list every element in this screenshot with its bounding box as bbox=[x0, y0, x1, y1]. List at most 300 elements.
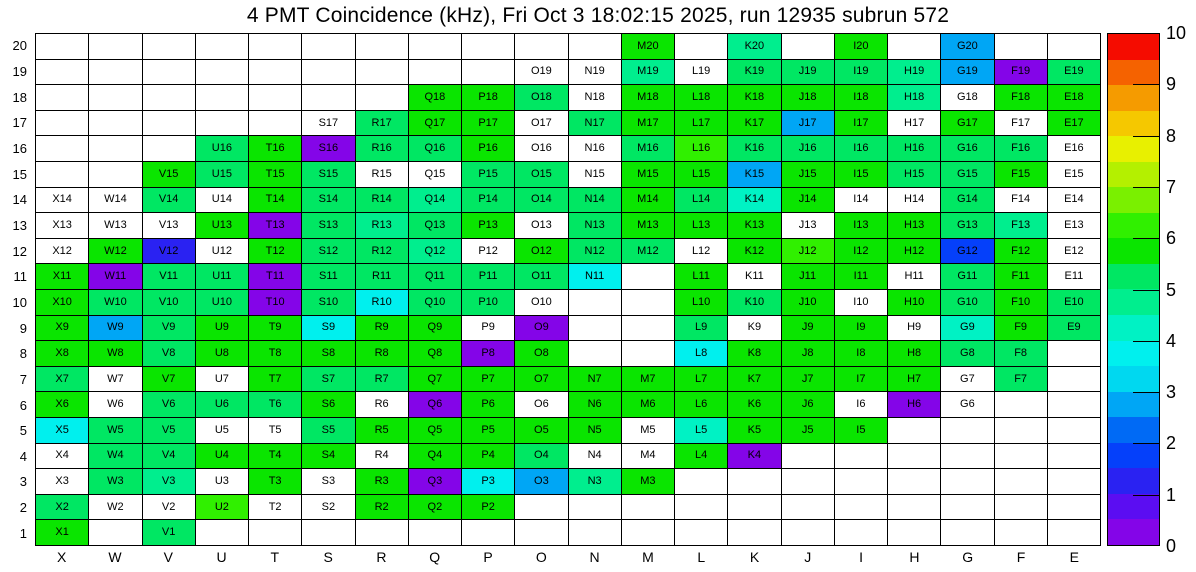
heatmap-cell-empty bbox=[36, 85, 88, 110]
heatmap-cell-W5: W5 bbox=[89, 418, 141, 443]
heatmap-cell-H17: H17 bbox=[888, 111, 940, 136]
heatmap-cell-X12: X12 bbox=[36, 239, 88, 264]
heatmap-cell-P14: P14 bbox=[462, 188, 514, 213]
heatmap-cell-V6: V6 bbox=[143, 392, 195, 417]
heatmap-cell-W2: W2 bbox=[89, 495, 141, 520]
heatmap-cell-W13: W13 bbox=[89, 213, 141, 238]
heatmap-cell-empty bbox=[941, 418, 993, 443]
heatmap-cell-I16: I16 bbox=[835, 136, 887, 161]
y-axis-label-2: 2 bbox=[19, 500, 27, 516]
heatmap-cell-empty bbox=[249, 85, 301, 110]
colorbar-segment-16 bbox=[1108, 111, 1159, 137]
heatmap-cell-Q18: Q18 bbox=[409, 85, 461, 110]
heatmap-cell-W14: W14 bbox=[89, 188, 141, 213]
heatmap-cell-M15: M15 bbox=[622, 162, 674, 187]
heatmap-cell-K14: K14 bbox=[728, 188, 780, 213]
heatmap-cell-H6: H6 bbox=[888, 392, 940, 417]
heatmap-cell-empty bbox=[622, 520, 674, 545]
heatmap-cell-T8: T8 bbox=[249, 341, 301, 366]
heatmap-cell-empty bbox=[89, 34, 141, 59]
heatmap-cell-empty bbox=[462, 520, 514, 545]
heatmap-cell-S17: S17 bbox=[302, 111, 354, 136]
heatmap-cell-Q2: Q2 bbox=[409, 495, 461, 520]
colorbar-segment-0 bbox=[1108, 519, 1159, 545]
heatmap-cell-empty bbox=[36, 34, 88, 59]
heatmap-cell-Q15: Q15 bbox=[409, 162, 461, 187]
y-axis-label-18: 18 bbox=[12, 89, 27, 105]
heatmap-cell-P17: P17 bbox=[462, 111, 514, 136]
heatmap-cell-empty bbox=[249, 34, 301, 59]
heatmap-cell-V8: V8 bbox=[143, 341, 195, 366]
heatmap-cell-V15: V15 bbox=[143, 162, 195, 187]
heatmap-cell-U15: U15 bbox=[196, 162, 248, 187]
heatmap-cell-U2: U2 bbox=[196, 495, 248, 520]
heatmap-cell-empty bbox=[249, 520, 301, 545]
heatmap-cell-R6: R6 bbox=[356, 392, 408, 417]
heatmap-cell-T4: T4 bbox=[249, 444, 301, 469]
heatmap-cell-empty bbox=[36, 60, 88, 85]
heatmap-cell-K5: K5 bbox=[728, 418, 780, 443]
heatmap-cell-empty bbox=[462, 34, 514, 59]
heatmap-cell-empty bbox=[728, 469, 780, 494]
heatmap-cell-empty bbox=[143, 34, 195, 59]
heatmap-cell-empty bbox=[995, 34, 1047, 59]
heatmap-cell-L8: L8 bbox=[675, 341, 727, 366]
heatmap-cell-Q12: Q12 bbox=[409, 239, 461, 264]
heatmap-grid bbox=[35, 33, 1101, 546]
heatmap-cell-empty bbox=[143, 85, 195, 110]
heatmap-cell-S12: S12 bbox=[302, 239, 354, 264]
y-axis-label-12: 12 bbox=[12, 243, 27, 259]
heatmap-cell-L11: L11 bbox=[675, 264, 727, 289]
heatmap-cell-O15: O15 bbox=[515, 162, 567, 187]
heatmap-cell-empty bbox=[89, 136, 141, 161]
colorbar-segment-3 bbox=[1108, 443, 1159, 469]
x-axis-label-E: E bbox=[1069, 549, 1079, 565]
heatmap-cell-R7: R7 bbox=[356, 367, 408, 392]
heatmap-cell-G8: G8 bbox=[941, 341, 993, 366]
heatmap-cell-empty bbox=[1048, 444, 1100, 469]
heatmap-cell-G19: G19 bbox=[941, 60, 993, 85]
heatmap-cell-M6: M6 bbox=[622, 392, 674, 417]
colorbar-segment-18 bbox=[1108, 60, 1159, 86]
heatmap-cell-K20: K20 bbox=[728, 34, 780, 59]
heatmap-cell-U6: U6 bbox=[196, 392, 248, 417]
heatmap-cell-empty bbox=[409, 60, 461, 85]
heatmap-cell-T5: T5 bbox=[249, 418, 301, 443]
y-axis-label-16: 16 bbox=[12, 140, 27, 156]
heatmap-cell-empty bbox=[89, 85, 141, 110]
heatmap-cell-W3: W3 bbox=[89, 469, 141, 494]
heatmap-cell-empty bbox=[888, 444, 940, 469]
y-axis-label-14: 14 bbox=[12, 192, 27, 208]
heatmap-cell-M4: M4 bbox=[622, 444, 674, 469]
heatmap-cell-N7: N7 bbox=[569, 367, 621, 392]
colorbar-label-10: 10 bbox=[1166, 23, 1187, 43]
heatmap-cell-empty bbox=[249, 111, 301, 136]
heatmap-cell-M12: M12 bbox=[622, 239, 674, 264]
heatmap-cell-P6: P6 bbox=[462, 392, 514, 417]
heatmap-cell-R11: R11 bbox=[356, 264, 408, 289]
heatmap-cell-K6: K6 bbox=[728, 392, 780, 417]
y-axis-label-8: 8 bbox=[19, 346, 27, 362]
heatmap-cell-empty bbox=[835, 495, 887, 520]
heatmap-cell-empty bbox=[143, 111, 195, 136]
heatmap-cell-empty bbox=[835, 520, 887, 545]
heatmap-cell-G11: G11 bbox=[941, 264, 993, 289]
heatmap-cell-G9: G9 bbox=[941, 316, 993, 341]
heatmap-cell-V1: V1 bbox=[143, 520, 195, 545]
heatmap-cell-O13: O13 bbox=[515, 213, 567, 238]
heatmap-cell-I14: I14 bbox=[835, 188, 887, 213]
heatmap-cell-T13: T13 bbox=[249, 213, 301, 238]
heatmap-cell-empty bbox=[782, 495, 834, 520]
heatmap-cell-P4: P4 bbox=[462, 444, 514, 469]
heatmap-cell-R13: R13 bbox=[356, 213, 408, 238]
heatmap-cell-O11: O11 bbox=[515, 264, 567, 289]
heatmap-cell-G20: G20 bbox=[941, 34, 993, 59]
heatmap-cell-I10: I10 bbox=[835, 290, 887, 315]
heatmap-cell-T14: T14 bbox=[249, 188, 301, 213]
heatmap-cell-O10: O10 bbox=[515, 290, 567, 315]
heatmap-cell-T16: T16 bbox=[249, 136, 301, 161]
heatmap-cell-O8: O8 bbox=[515, 341, 567, 366]
heatmap-cell-O14: O14 bbox=[515, 188, 567, 213]
heatmap-cell-R16: R16 bbox=[356, 136, 408, 161]
heatmap-cell-E16: E16 bbox=[1048, 136, 1100, 161]
x-axis-label-V: V bbox=[163, 549, 173, 565]
x-axis-label-P: P bbox=[483, 549, 493, 565]
heatmap-cell-T12: T12 bbox=[249, 239, 301, 264]
heatmap-cell-empty bbox=[941, 495, 993, 520]
heatmap-cell-L15: L15 bbox=[675, 162, 727, 187]
heatmap-cell-N3: N3 bbox=[569, 469, 621, 494]
x-axis-label-X: X bbox=[56, 549, 67, 565]
heatmap-cell-H12: H12 bbox=[888, 239, 940, 264]
heatmap-cell-J16: J16 bbox=[782, 136, 834, 161]
heatmap-cell-empty bbox=[995, 469, 1047, 494]
heatmap-cell-M17: M17 bbox=[622, 111, 674, 136]
heatmap-cell-empty bbox=[1048, 469, 1100, 494]
heatmap-cell-F11: F11 bbox=[995, 264, 1047, 289]
heatmap-cell-R17: R17 bbox=[356, 111, 408, 136]
heatmap-cell-empty bbox=[569, 316, 621, 341]
heatmap-cell-F18: F18 bbox=[995, 85, 1047, 110]
heatmap-cell-R9: R9 bbox=[356, 316, 408, 341]
x-axis-label-H: H bbox=[909, 549, 920, 565]
heatmap-cell-H7: H7 bbox=[888, 367, 940, 392]
heatmap-cell-G10: G10 bbox=[941, 290, 993, 315]
heatmap-cell-K10: K10 bbox=[728, 290, 780, 315]
heatmap-cell-S13: S13 bbox=[302, 213, 354, 238]
heatmap-cell-O7: O7 bbox=[515, 367, 567, 392]
heatmap-cell-X7: X7 bbox=[36, 367, 88, 392]
heatmap-cell-empty bbox=[675, 520, 727, 545]
y-axis-label-1: 1 bbox=[19, 525, 27, 541]
heatmap-cell-F16: F16 bbox=[995, 136, 1047, 161]
heatmap-cell-K16: K16 bbox=[728, 136, 780, 161]
heatmap-cell-T2: T2 bbox=[249, 495, 301, 520]
heatmap-cell-M3: M3 bbox=[622, 469, 674, 494]
heatmap-cell-V9: V9 bbox=[143, 316, 195, 341]
heatmap-cell-empty bbox=[622, 341, 674, 366]
x-axis-label-O: O bbox=[535, 549, 547, 565]
heatmap-cell-O16: O16 bbox=[515, 136, 567, 161]
heatmap-cell-R2: R2 bbox=[356, 495, 408, 520]
heatmap-cell-F14: F14 bbox=[995, 188, 1047, 213]
heatmap-cell-empty bbox=[569, 341, 621, 366]
heatmap-cell-empty bbox=[888, 418, 940, 443]
heatmap-cell-U13: U13 bbox=[196, 213, 248, 238]
heatmap-cell-X9: X9 bbox=[36, 316, 88, 341]
heatmap-cell-N17: N17 bbox=[569, 111, 621, 136]
heatmap-cell-T9: T9 bbox=[249, 316, 301, 341]
heatmap-cell-E19: E19 bbox=[1048, 60, 1100, 85]
heatmap-cell-U5: U5 bbox=[196, 418, 248, 443]
heatmap-cell-empty bbox=[196, 85, 248, 110]
heatmap-cell-Q13: Q13 bbox=[409, 213, 461, 238]
heatmap-cell-empty bbox=[995, 444, 1047, 469]
heatmap-cell-empty bbox=[622, 264, 674, 289]
heatmap-cell-X14: X14 bbox=[36, 188, 88, 213]
heatmap-cell-N11: N11 bbox=[569, 264, 621, 289]
heatmap-cell-G12: G12 bbox=[941, 239, 993, 264]
heatmap-cell-G16: G16 bbox=[941, 136, 993, 161]
heatmap-cell-V3: V3 bbox=[143, 469, 195, 494]
x-axis-label-N: N bbox=[589, 549, 600, 565]
heatmap-cell-O6: O6 bbox=[515, 392, 567, 417]
heatmap-cell-empty bbox=[302, 34, 354, 59]
heatmap-cell-X5: X5 bbox=[36, 418, 88, 443]
heatmap-cell-Q4: Q4 bbox=[409, 444, 461, 469]
heatmap-cell-I12: I12 bbox=[835, 239, 887, 264]
heatmap-cell-M20: M20 bbox=[622, 34, 674, 59]
heatmap-cell-P5: P5 bbox=[462, 418, 514, 443]
heatmap-cell-F13: F13 bbox=[995, 213, 1047, 238]
heatmap-cell-M5: M5 bbox=[622, 418, 674, 443]
heatmap-cell-S14: S14 bbox=[302, 188, 354, 213]
heatmap-cell-W9: W9 bbox=[89, 316, 141, 341]
colorbar-label-3: 3 bbox=[1166, 382, 1177, 403]
heatmap-cell-empty bbox=[569, 34, 621, 59]
heatmap-cell-J9: J9 bbox=[782, 316, 834, 341]
heatmap-cell-empty bbox=[36, 162, 88, 187]
heatmap-cell-empty bbox=[356, 520, 408, 545]
heatmap-cell-P7: P7 bbox=[462, 367, 514, 392]
heatmap-cell-Q14: Q14 bbox=[409, 188, 461, 213]
colorbar-segment-13 bbox=[1108, 187, 1159, 213]
heatmap-cell-O9: O9 bbox=[515, 316, 567, 341]
y-axis-label-5: 5 bbox=[19, 423, 27, 439]
heatmap-cell-Q5: Q5 bbox=[409, 418, 461, 443]
heatmap-cell-K8: K8 bbox=[728, 341, 780, 366]
x-axis-label-F: F bbox=[1016, 549, 1026, 565]
heatmap-cell-J17: J17 bbox=[782, 111, 834, 136]
heatmap-cell-empty bbox=[196, 60, 248, 85]
heatmap-cell-empty bbox=[888, 34, 940, 59]
heatmap-cell-W8: W8 bbox=[89, 341, 141, 366]
heatmap-cell-N5: N5 bbox=[569, 418, 621, 443]
colorbar-segment-19 bbox=[1108, 34, 1159, 60]
heatmap-cell-K18: K18 bbox=[728, 85, 780, 110]
heatmap-cell-L14: L14 bbox=[675, 188, 727, 213]
heatmap-cell-N16: N16 bbox=[569, 136, 621, 161]
colorbar-segment-5 bbox=[1108, 392, 1159, 418]
heatmap-cell-X11: X11 bbox=[36, 264, 88, 289]
heatmap-cell-empty bbox=[888, 495, 940, 520]
colorbar-tick-7 bbox=[1133, 187, 1159, 188]
heatmap-cell-I6: I6 bbox=[835, 392, 887, 417]
heatmap-cell-N18: N18 bbox=[569, 85, 621, 110]
heatmap-cell-S10: S10 bbox=[302, 290, 354, 315]
heatmap-cell-empty bbox=[782, 469, 834, 494]
heatmap-cell-J11: J11 bbox=[782, 264, 834, 289]
heatmap-cell-N4: N4 bbox=[569, 444, 621, 469]
heatmap-cell-J12: J12 bbox=[782, 239, 834, 264]
heatmap-cell-I5: I5 bbox=[835, 418, 887, 443]
colorbar-segment-12 bbox=[1108, 213, 1159, 239]
heatmap-cell-P13: P13 bbox=[462, 213, 514, 238]
heatmap-cell-empty bbox=[249, 60, 301, 85]
y-axis-labels bbox=[0, 33, 30, 546]
colorbar-segment-17 bbox=[1108, 85, 1159, 111]
heatmap-cell-empty bbox=[995, 418, 1047, 443]
heatmap-cell-empty bbox=[569, 290, 621, 315]
heatmap-cell-T11: T11 bbox=[249, 264, 301, 289]
heatmap-cell-V14: V14 bbox=[143, 188, 195, 213]
heatmap-cell-N14: N14 bbox=[569, 188, 621, 213]
x-axis-label-I: I bbox=[859, 549, 864, 565]
heatmap-cell-W4: W4 bbox=[89, 444, 141, 469]
heatmap-cell-R14: R14 bbox=[356, 188, 408, 213]
heatmap-cell-I20: I20 bbox=[835, 34, 887, 59]
heatmap-cell-H10: H10 bbox=[888, 290, 940, 315]
heatmap-cell-empty bbox=[89, 60, 141, 85]
colorbar-label-1: 1 bbox=[1166, 484, 1177, 505]
heatmap-cell-empty bbox=[941, 444, 993, 469]
heatmap-cell-K12: K12 bbox=[728, 239, 780, 264]
heatmap-cell-M13: M13 bbox=[622, 213, 674, 238]
colorbar-label-2: 2 bbox=[1166, 433, 1177, 454]
heatmap-cell-empty bbox=[622, 316, 674, 341]
heatmap-cell-J14: J14 bbox=[782, 188, 834, 213]
heatmap-cell-R3: R3 bbox=[356, 469, 408, 494]
heatmap-cell-J7: J7 bbox=[782, 367, 834, 392]
heatmap-cell-empty bbox=[1048, 392, 1100, 417]
x-axis-label-T: T bbox=[270, 549, 280, 565]
heatmap-cell-T15: T15 bbox=[249, 162, 301, 187]
heatmap-cell-H8: H8 bbox=[888, 341, 940, 366]
heatmap-cell-P12: P12 bbox=[462, 239, 514, 264]
heatmap-cell-W12: W12 bbox=[89, 239, 141, 264]
heatmap-cell-K11: K11 bbox=[728, 264, 780, 289]
colorbar-tick-9 bbox=[1133, 84, 1159, 85]
heatmap-cell-L10: L10 bbox=[675, 290, 727, 315]
heatmap-cell-W6: W6 bbox=[89, 392, 141, 417]
x-axis-label-M: M bbox=[642, 549, 654, 565]
heatmap-cell-empty bbox=[89, 520, 141, 545]
heatmap-cell-K4: K4 bbox=[728, 444, 780, 469]
heatmap-cell-empty bbox=[995, 392, 1047, 417]
heatmap-cell-X4: X4 bbox=[36, 444, 88, 469]
heatmap-cell-F19: F19 bbox=[995, 60, 1047, 85]
heatmap-cell-P11: P11 bbox=[462, 264, 514, 289]
heatmap-cell-empty bbox=[143, 60, 195, 85]
heatmap-cell-S8: S8 bbox=[302, 341, 354, 366]
heatmap-cell-I18: I18 bbox=[835, 85, 887, 110]
heatmap-cell-H14: H14 bbox=[888, 188, 940, 213]
heatmap-cell-L13: L13 bbox=[675, 213, 727, 238]
heatmap-cell-J5: J5 bbox=[782, 418, 834, 443]
heatmap-cell-S3: S3 bbox=[302, 469, 354, 494]
x-axis-labels bbox=[35, 549, 1101, 565]
x-axis-label-J: J bbox=[804, 549, 812, 565]
heatmap-cell-empty bbox=[622, 495, 674, 520]
heatmap-cell-empty bbox=[196, 520, 248, 545]
heatmap-cell-X2: X2 bbox=[36, 495, 88, 520]
heatmap-cell-T7: T7 bbox=[249, 367, 301, 392]
heatmap-cell-N12: N12 bbox=[569, 239, 621, 264]
colorbar-tick-8 bbox=[1133, 136, 1159, 137]
heatmap-cell-empty bbox=[1048, 341, 1100, 366]
heatmap-cell-S5: S5 bbox=[302, 418, 354, 443]
heatmap-cell-empty bbox=[941, 520, 993, 545]
heatmap-cell-empty bbox=[782, 444, 834, 469]
heatmap-cell-I8: I8 bbox=[835, 341, 887, 366]
heatmap-cell-R4: R4 bbox=[356, 444, 408, 469]
x-axis-label-U: U bbox=[216, 549, 227, 565]
heatmap-cell-E9: E9 bbox=[1048, 316, 1100, 341]
heatmap-cell-Q3: Q3 bbox=[409, 469, 461, 494]
heatmap-cell-U9: U9 bbox=[196, 316, 248, 341]
x-axis-label-W: W bbox=[108, 549, 122, 565]
colorbar-segment-15 bbox=[1108, 136, 1159, 162]
colorbar-tick-1 bbox=[1133, 495, 1159, 496]
heatmap-cell-J18: J18 bbox=[782, 85, 834, 110]
heatmap-cell-S11: S11 bbox=[302, 264, 354, 289]
heatmap-cell-empty bbox=[515, 34, 567, 59]
heatmap-cell-Q10: Q10 bbox=[409, 290, 461, 315]
heatmap-cell-H11: H11 bbox=[888, 264, 940, 289]
heatmap-cell-empty bbox=[675, 495, 727, 520]
heatmap-cell-Q6: Q6 bbox=[409, 392, 461, 417]
heatmap-cell-U12: U12 bbox=[196, 239, 248, 264]
heatmap-cell-G13: G13 bbox=[941, 213, 993, 238]
heatmap-cell-S6: S6 bbox=[302, 392, 354, 417]
colorbar-tick-5 bbox=[1133, 290, 1159, 291]
colorbar-segment-4 bbox=[1108, 417, 1159, 443]
colorbar-tick-6 bbox=[1133, 238, 1159, 239]
heatmap-cell-empty bbox=[728, 495, 780, 520]
heatmap-cell-empty bbox=[89, 162, 141, 187]
heatmap-cell-F8: F8 bbox=[995, 341, 1047, 366]
heatmap-cell-E13: E13 bbox=[1048, 213, 1100, 238]
heatmap-cell-R15: R15 bbox=[356, 162, 408, 187]
y-axis-label-9: 9 bbox=[19, 320, 27, 336]
y-axis-label-11: 11 bbox=[13, 269, 27, 285]
heatmap-cell-H13: H13 bbox=[888, 213, 940, 238]
heatmap-cell-L6: L6 bbox=[675, 392, 727, 417]
heatmap-cell-F9: F9 bbox=[995, 316, 1047, 341]
heatmap-cell-J8: J8 bbox=[782, 341, 834, 366]
heatmap-cell-empty bbox=[515, 495, 567, 520]
heatmap-cell-X13: X13 bbox=[36, 213, 88, 238]
heatmap-cell-I7: I7 bbox=[835, 367, 887, 392]
heatmap-cell-F7: F7 bbox=[995, 367, 1047, 392]
heatmap-cell-empty bbox=[888, 469, 940, 494]
heatmap-cell-P18: P18 bbox=[462, 85, 514, 110]
colorbar-label-9: 9 bbox=[1166, 74, 1177, 95]
